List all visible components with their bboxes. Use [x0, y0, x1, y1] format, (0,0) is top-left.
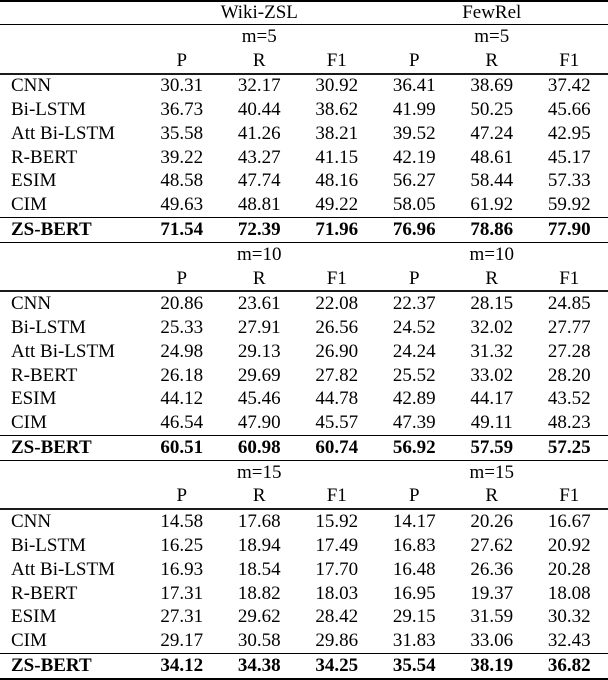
value-cell: 24.52 — [392, 317, 436, 339]
m-header-row — [0, 242, 608, 266]
table-row — [0, 364, 608, 388]
table-row — [0, 411, 608, 435]
value-cell: 58.05 — [392, 194, 436, 216]
value-cell: 45.17 — [547, 146, 591, 168]
value-cell: 45.57 — [315, 412, 359, 434]
value-cell: 26.90 — [315, 340, 359, 362]
method-name: ZS-BERT — [11, 436, 92, 458]
value-cell: 27.28 — [547, 340, 591, 362]
table-row — [0, 534, 608, 558]
value-cell: 19.37 — [470, 582, 514, 604]
value-cell: 48.81 — [237, 194, 281, 216]
table-head — [0, 1, 608, 25]
value-cell: 20.28 — [547, 558, 591, 580]
metric-header: P — [408, 49, 420, 71]
method-name: R-BERT — [11, 582, 78, 604]
value-cell: 47.39 — [392, 412, 436, 434]
value-cell: 32.43 — [547, 630, 591, 652]
table-row — [0, 291, 608, 316]
value-cell: 41.26 — [237, 122, 281, 144]
m-header-fewrel: m=15 — [469, 461, 514, 483]
method-name: CNN — [11, 511, 52, 533]
value-cell: 20.92 — [547, 535, 591, 557]
value-cell: 16.93 — [160, 558, 204, 580]
value-cell: 31.59 — [470, 606, 514, 628]
value-cell: 45.46 — [237, 388, 281, 410]
value-cell: 27.31 — [160, 606, 204, 628]
value-cell: 25.33 — [160, 317, 204, 339]
table-row — [0, 98, 608, 122]
method-name: CIM — [11, 194, 47, 216]
value-cell: 47.90 — [237, 412, 281, 434]
metric-header: R — [485, 49, 499, 71]
value-cell: 41.15 — [315, 146, 359, 168]
metric-header: R — [252, 485, 266, 507]
value-cell: 76.96 — [392, 219, 436, 240]
value-cell: 47.24 — [470, 122, 514, 144]
value-cell: 30.58 — [237, 630, 281, 652]
value-cell: 42.95 — [547, 122, 591, 144]
value-cell: 20.26 — [470, 511, 514, 533]
value-cell: 30.32 — [547, 606, 591, 628]
value-cell: 77.90 — [547, 219, 591, 240]
value-cell: 20.86 — [160, 293, 204, 315]
value-cell: 59.92 — [547, 194, 591, 216]
value-cell: 48.23 — [547, 412, 591, 434]
value-cell: 71.54 — [160, 219, 204, 240]
value-cell: 23.61 — [237, 293, 281, 315]
method-name: CNN — [11, 75, 52, 97]
value-cell: 30.92 — [315, 75, 359, 97]
value-cell: 42.89 — [392, 388, 436, 410]
m-header-row — [0, 460, 608, 484]
metric-header: R — [252, 49, 266, 71]
metric-header: R — [485, 485, 499, 507]
value-cell: 33.02 — [470, 364, 514, 386]
value-cell: 18.03 — [315, 582, 359, 604]
method-name: R-BERT — [11, 146, 78, 168]
value-cell: 29.15 — [392, 606, 436, 628]
value-cell: 36.41 — [392, 75, 436, 97]
value-cell: 16.83 — [392, 535, 436, 557]
value-cell: 26.18 — [160, 364, 204, 386]
metric-header: R — [485, 267, 499, 289]
value-cell: 60.74 — [315, 436, 359, 458]
metric-header: F1 — [326, 49, 347, 71]
dataset-header-fewrel: FewRel — [462, 2, 522, 23]
metric-header: F1 — [559, 49, 580, 71]
metric-header-row — [0, 267, 608, 292]
value-cell: 18.82 — [237, 582, 281, 604]
method-name: Att Bi-LSTM — [11, 340, 115, 362]
metric-header: P — [176, 49, 188, 71]
value-cell: 41.99 — [392, 99, 436, 121]
value-cell: 27.62 — [470, 535, 514, 557]
value-cell: 47.74 — [237, 170, 281, 192]
method-name: ESIM — [11, 170, 57, 192]
value-cell: 28.15 — [470, 293, 514, 315]
value-cell: 60.98 — [237, 436, 281, 458]
table-body — [0, 25, 608, 680]
metric-header: F1 — [559, 267, 580, 289]
m-header-fewrel: m=10 — [469, 243, 514, 265]
value-cell: 27.77 — [547, 317, 591, 339]
value-cell: 71.96 — [315, 219, 359, 240]
method-name: ZS-BERT — [11, 654, 92, 676]
metric-header: F1 — [326, 267, 347, 289]
value-cell: 78.86 — [470, 219, 514, 240]
value-cell: 43.27 — [237, 146, 281, 168]
method-name: Att Bi-LSTM — [11, 558, 115, 580]
value-cell: 14.58 — [160, 511, 204, 533]
value-cell: 16.48 — [392, 558, 436, 580]
m-header-wiki-zsl: m=5 — [241, 25, 277, 47]
value-cell: 44.12 — [160, 388, 204, 410]
method-name: Bi-LSTM — [11, 317, 86, 339]
metric-header: F1 — [559, 485, 580, 507]
value-cell: 46.54 — [160, 412, 204, 434]
value-cell: 30.31 — [160, 75, 204, 97]
metric-header: P — [408, 267, 420, 289]
value-cell: 34.38 — [237, 654, 281, 676]
value-cell: 57.25 — [547, 436, 591, 458]
metric-header: P — [408, 485, 420, 507]
method-name: ESIM — [11, 388, 57, 410]
method-name: Bi-LSTM — [11, 99, 86, 121]
value-cell: 48.58 — [160, 170, 204, 192]
value-cell: 38.19 — [470, 654, 514, 676]
value-cell: 40.44 — [237, 99, 281, 121]
table-row — [0, 170, 608, 194]
value-cell: 32.17 — [237, 75, 281, 97]
value-cell: 44.17 — [470, 388, 514, 410]
empty-cell — [0, 460, 143, 484]
value-cell: 16.25 — [160, 535, 204, 557]
table-row — [0, 74, 608, 99]
value-cell: 29.86 — [315, 630, 359, 652]
table-row — [0, 193, 608, 217]
table-row — [0, 388, 608, 412]
metric-header: R — [252, 267, 266, 289]
value-cell: 24.85 — [547, 293, 591, 315]
value-cell: 56.92 — [392, 436, 436, 458]
value-cell: 38.21 — [315, 122, 359, 144]
value-cell: 48.16 — [315, 170, 359, 192]
method-name: Bi-LSTM — [11, 535, 86, 557]
value-cell: 18.54 — [237, 558, 281, 580]
value-cell: 28.20 — [547, 364, 591, 386]
method-name: CIM — [11, 630, 47, 652]
method-name: CNN — [11, 293, 52, 315]
value-cell: 28.42 — [315, 606, 359, 628]
method-name: ESIM — [11, 606, 57, 628]
value-cell: 29.13 — [237, 340, 281, 362]
value-cell: 16.95 — [392, 582, 436, 604]
value-cell: 58.44 — [470, 170, 514, 192]
value-cell: 35.58 — [160, 122, 204, 144]
table-row — [0, 340, 608, 364]
value-cell: 31.32 — [470, 340, 514, 362]
value-cell: 24.98 — [160, 340, 204, 362]
value-cell: 16.67 — [547, 511, 591, 533]
value-cell: 33.06 — [470, 630, 514, 652]
value-cell: 50.25 — [470, 99, 514, 121]
dataset-header-wiki-zsl: Wiki-ZSL — [220, 2, 298, 23]
value-cell: 49.11 — [470, 412, 513, 434]
value-cell: 39.52 — [392, 122, 436, 144]
empty-cell — [0, 49, 143, 74]
value-cell: 38.69 — [470, 75, 514, 97]
value-cell: 26.56 — [315, 317, 359, 339]
m-header-wiki-zsl: m=10 — [237, 243, 282, 265]
value-cell: 43.52 — [547, 388, 591, 410]
m-header-fewrel: m=5 — [474, 25, 510, 47]
value-cell: 17.70 — [315, 558, 359, 580]
value-cell: 36.82 — [547, 654, 591, 676]
table-row — [0, 653, 608, 679]
value-cell: 18.94 — [237, 535, 281, 557]
value-cell: 18.08 — [547, 582, 591, 604]
value-cell: 44.78 — [315, 388, 359, 410]
value-cell: 29.17 — [160, 630, 204, 652]
value-cell: 27.82 — [315, 364, 359, 386]
value-cell: 27.91 — [237, 317, 281, 339]
method-name: CIM — [11, 412, 47, 434]
value-cell: 34.12 — [160, 654, 204, 676]
value-cell: 37.42 — [547, 75, 591, 97]
value-cell: 42.19 — [392, 146, 436, 168]
table-row — [0, 605, 608, 629]
value-cell: 49.63 — [160, 194, 204, 216]
empty-cell — [0, 485, 143, 510]
dataset-header-row — [0, 1, 608, 25]
value-cell: 26.36 — [470, 558, 514, 580]
value-cell: 29.69 — [237, 364, 281, 386]
value-cell: 14.17 — [392, 511, 436, 533]
value-cell: 60.51 — [160, 436, 204, 458]
value-cell: 17.49 — [315, 535, 359, 557]
table-row — [0, 218, 608, 243]
table-row — [0, 558, 608, 582]
value-cell: 22.08 — [315, 293, 359, 315]
m-header-row — [0, 25, 608, 49]
method-name: R-BERT — [11, 364, 78, 386]
metric-header: P — [176, 267, 188, 289]
value-cell: 35.54 — [392, 654, 436, 676]
table-row — [0, 582, 608, 606]
value-cell: 38.62 — [315, 99, 359, 121]
value-cell: 31.83 — [392, 630, 436, 652]
table-row — [0, 146, 608, 170]
value-cell: 15.92 — [315, 511, 359, 533]
value-cell: 17.31 — [160, 582, 204, 604]
method-name: ZS-BERT — [11, 219, 92, 240]
value-cell: 39.22 — [160, 146, 204, 168]
value-cell: 61.92 — [470, 194, 514, 216]
empty-cell — [0, 242, 143, 266]
table-row — [0, 316, 608, 340]
table-row — [0, 122, 608, 146]
metric-header: F1 — [326, 485, 347, 507]
empty-corner-cell — [0, 1, 143, 25]
value-cell: 17.68 — [237, 511, 281, 533]
method-name: Att Bi-LSTM — [11, 122, 115, 144]
value-cell: 29.62 — [237, 606, 281, 628]
value-cell: 34.25 — [315, 654, 359, 676]
value-cell: 56.27 — [392, 170, 436, 192]
value-cell: 45.66 — [547, 99, 591, 121]
value-cell: 57.33 — [547, 170, 591, 192]
metric-header-row — [0, 49, 608, 74]
value-cell: 57.59 — [470, 436, 514, 458]
table-row — [0, 436, 608, 461]
value-cell: 24.24 — [392, 340, 436, 362]
value-cell: 22.37 — [392, 293, 436, 315]
value-cell: 32.02 — [470, 317, 514, 339]
value-cell: 36.73 — [160, 99, 204, 121]
value-cell: 49.22 — [315, 194, 359, 216]
metric-header: P — [176, 485, 188, 507]
m-header-wiki-zsl: m=15 — [237, 461, 282, 483]
value-cell: 25.52 — [392, 364, 436, 386]
table-row — [0, 629, 608, 653]
table-row — [0, 509, 608, 534]
value-cell: 72.39 — [237, 219, 281, 240]
empty-cell — [0, 25, 143, 49]
empty-cell — [0, 267, 143, 292]
metric-header-row — [0, 485, 608, 510]
value-cell: 48.61 — [470, 146, 514, 168]
